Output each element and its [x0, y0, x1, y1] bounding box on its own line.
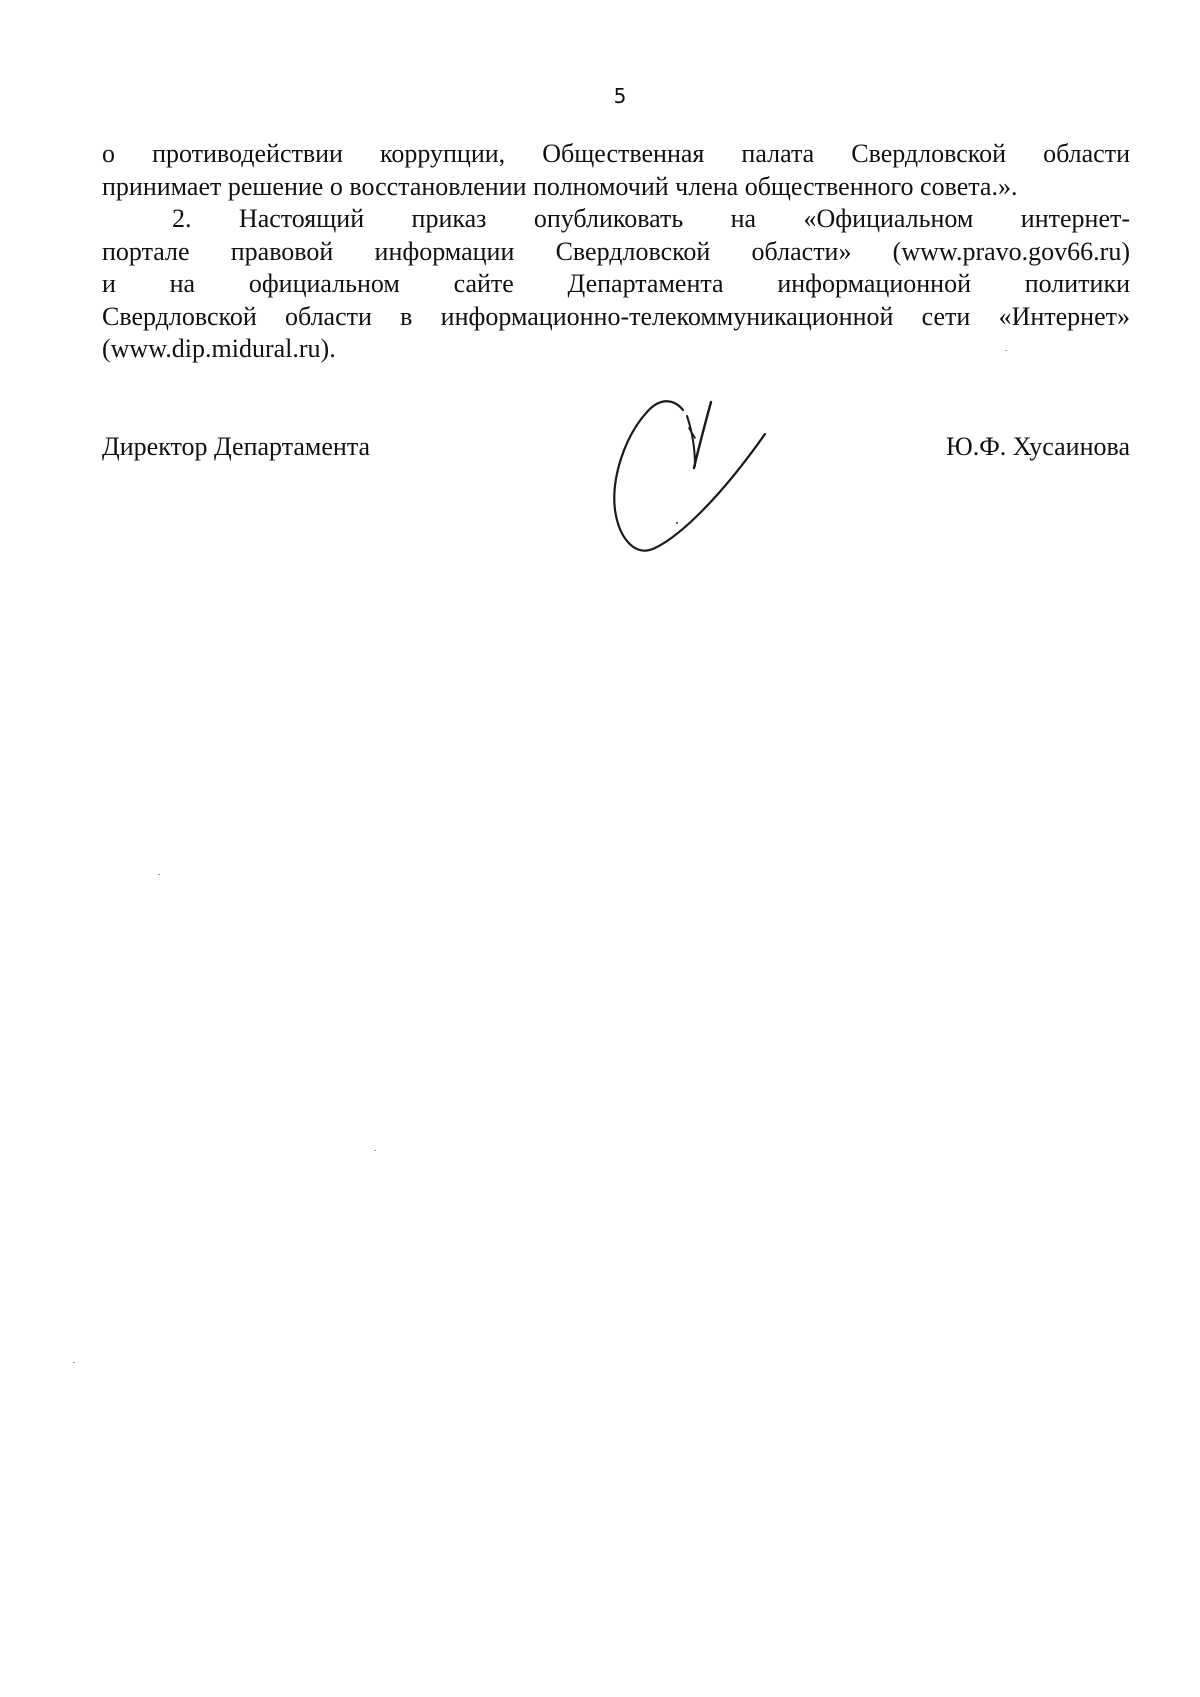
handwritten-signature [605, 398, 775, 566]
paragraph-1 [102, 138, 1130, 203]
scan-speck [73, 1362, 75, 1363]
text-line: портале правовой информации Свердловской области» (www.pravo.gov66.ru) [102, 236, 1130, 266]
paragraph-2 [102, 203, 1130, 366]
signatory-position: Директор Департамента [102, 432, 371, 461]
page-number: 5 [613, 84, 627, 108]
text-line: Свердловской области в информационно-телекоммуникационной сети «Интернет» [102, 301, 1130, 331]
document-body [102, 138, 1130, 366]
text-line: принимает решение о восстановлении полномочий члена общественного совета.». [102, 171, 1018, 201]
text-line: о противодействии коррупции, Общественная палата Свердловской области [102, 139, 1130, 168]
scan-speck [158, 874, 160, 875]
text-line: (www.dip.midural.ru). [102, 334, 336, 363]
scan-speck [374, 1150, 376, 1151]
signatory-name: Ю.Ф. Хусаинова [946, 432, 1130, 461]
text-line: 2. Настоящий приказ опубликовать на «Официальном интернет- [172, 204, 1130, 233]
text-line: и на официальном сайте Департамента информационной политики [102, 269, 1130, 298]
scan-speck [1005, 350, 1007, 351]
